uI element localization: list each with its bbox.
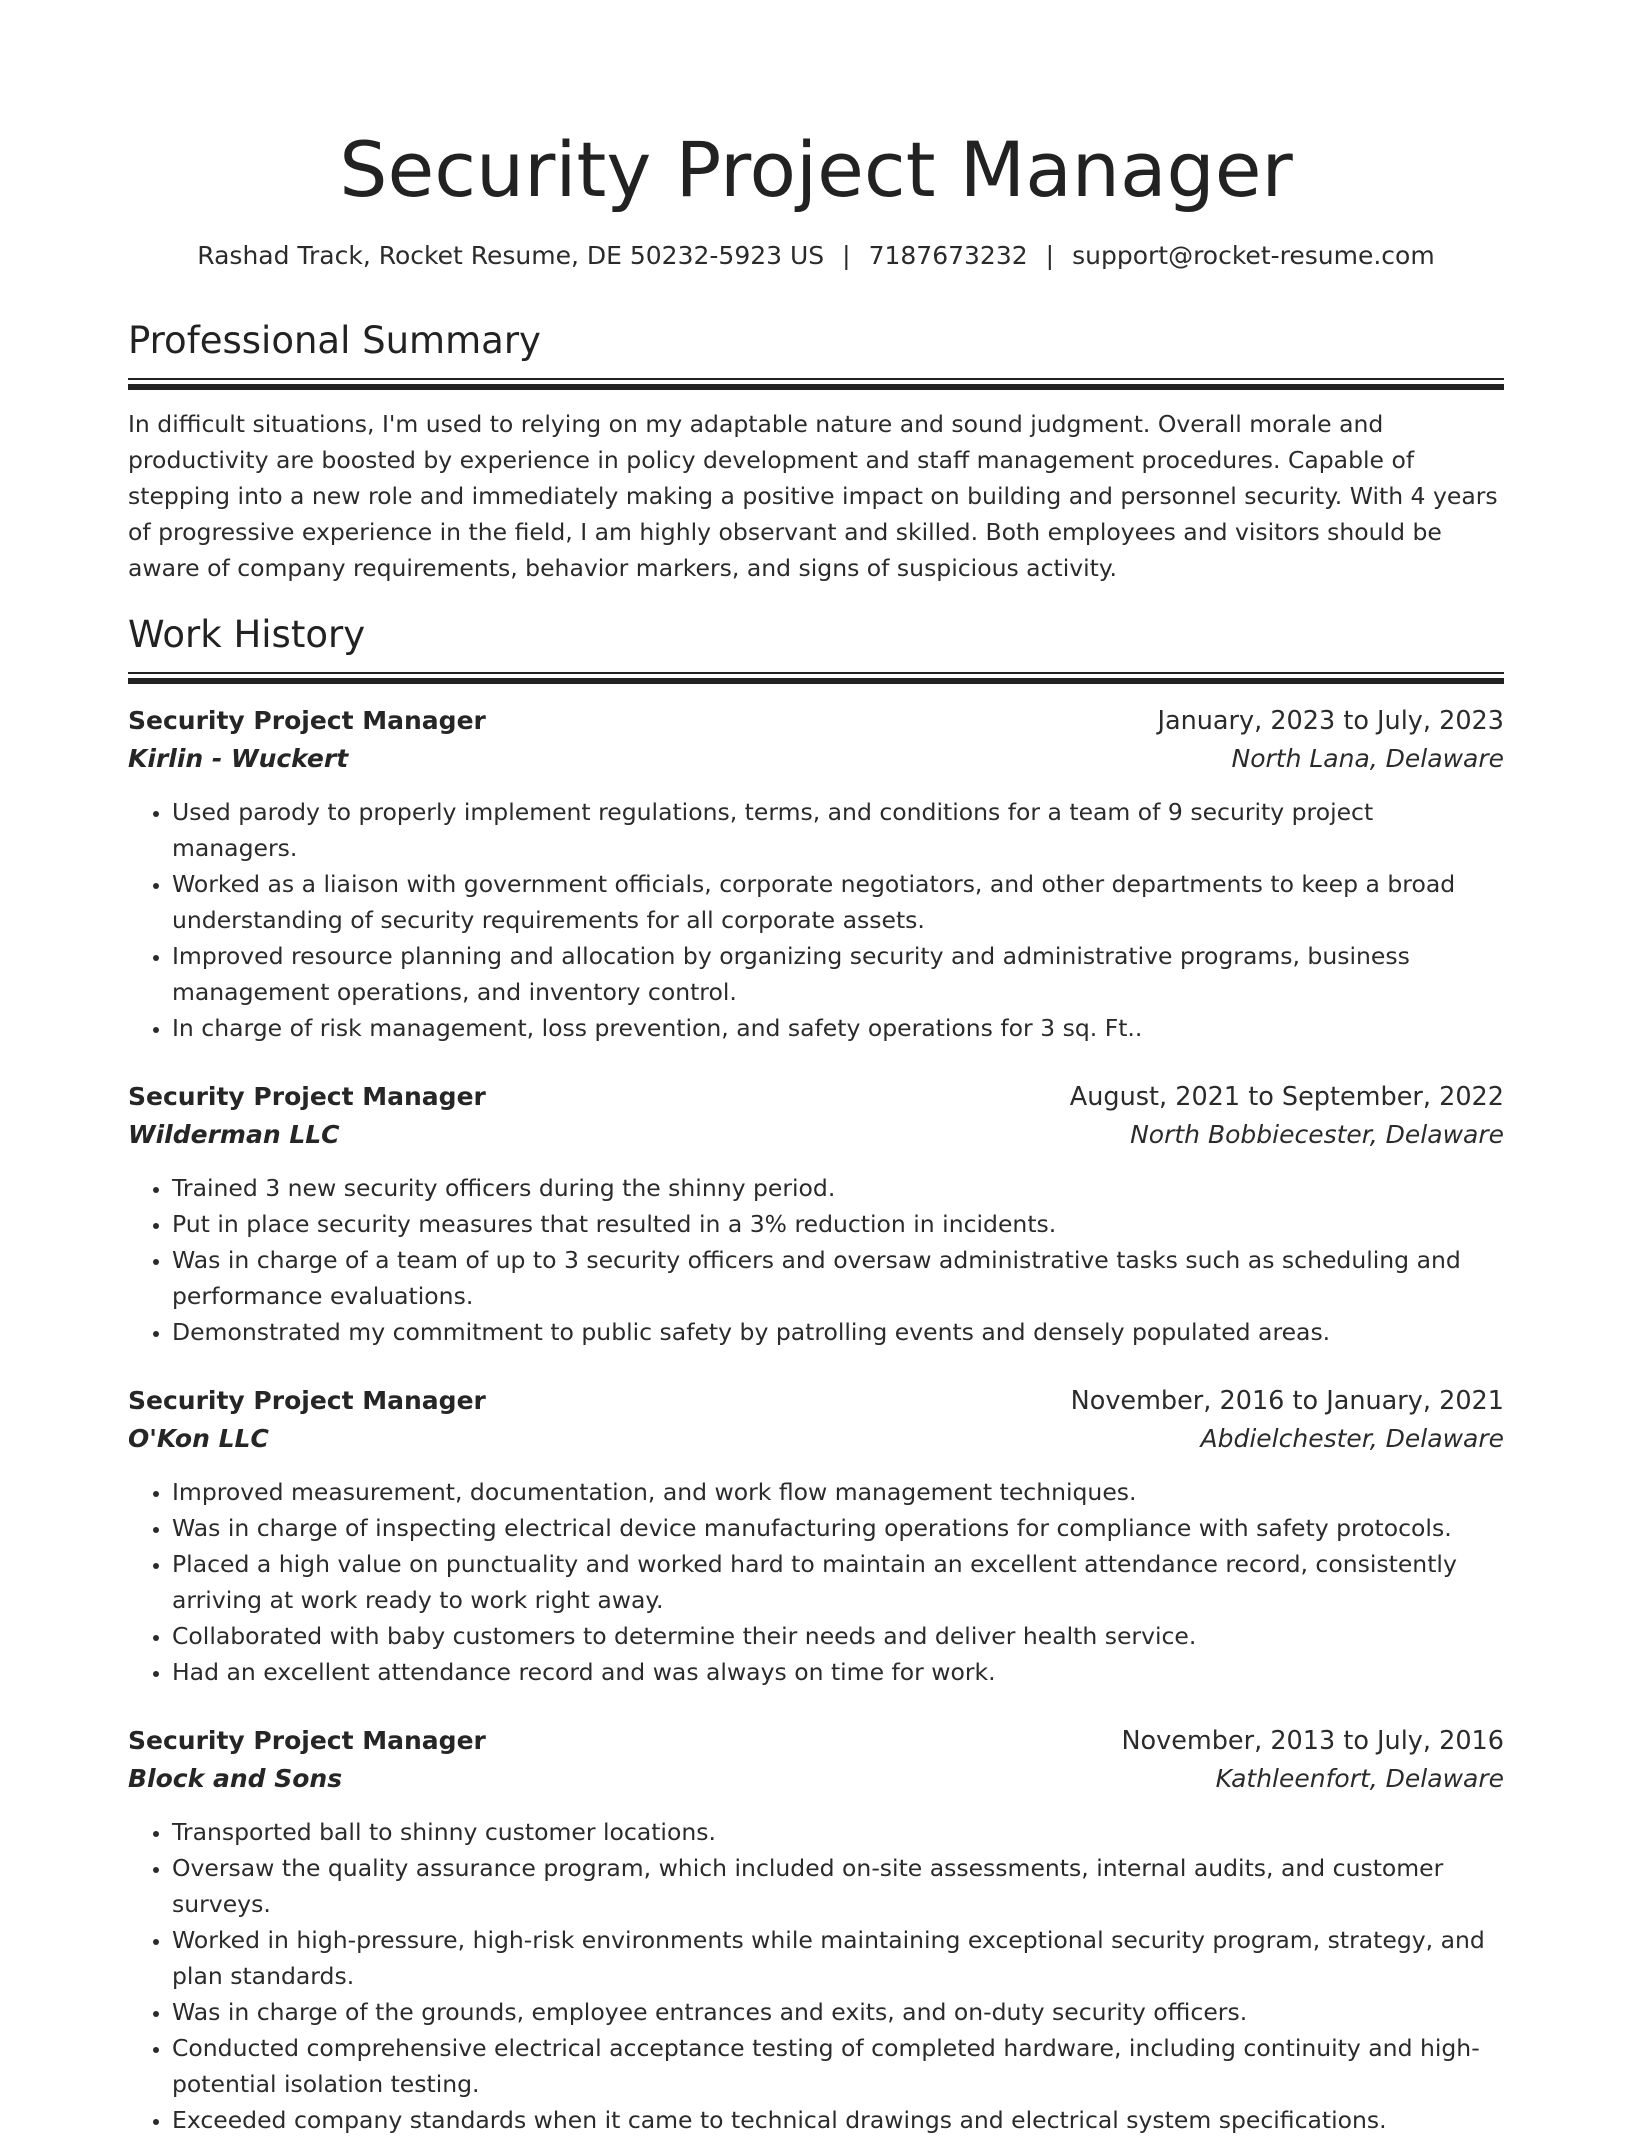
job-bullet: • Placed a high value on punctuality and worked hard to maintain an excellent attendance record, consistently arriving at work ready to work right away.: [172, 1546, 1504, 1618]
job-bullet: • Collaborated with baby customers to determine their needs and deliver health service.: [172, 1618, 1504, 1654]
job-bullet-list: [128, 1170, 1504, 1350]
job-company: Block and Sons: [128, 1764, 343, 1793]
job-bullet: • Put in place security measures that resulted in a 3% reduction in incidents.: [172, 1206, 1504, 1242]
job-entry: [128, 1078, 1504, 1350]
section-heading: Work History: [128, 613, 366, 656]
job-company-row: [128, 1116, 1504, 1154]
job-bullet: • Was in charge of a team of up to 3 security officers and oversaw administrative tasks such as scheduling and performance evaluations.: [172, 1242, 1504, 1314]
job-company-row: [128, 740, 1504, 778]
job-location: Abdielchester, Delaware: [1200, 1424, 1504, 1453]
job-title: Security Project Manager: [128, 1386, 486, 1415]
job-bullet: • Oversaw the quality assurance program, which included on-site assessments, internal audits, and customer surveys.: [172, 1850, 1504, 1922]
job-bullet-list: [128, 1814, 1504, 2138]
job-bullet: • Exceeded company standards when it came to technical drawings and electrical system specifications.: [172, 2102, 1504, 2138]
job-bullet: • In charge of risk management, loss prevention, and safety operations for 3 sq. Ft..: [172, 1010, 1504, 1046]
job-company: Wilderman LLC: [128, 1120, 340, 1149]
job-entry: [128, 702, 1504, 1046]
job-dates: November, 2013 to July, 2016: [1121, 1726, 1504, 1756]
job-entry: [128, 1382, 1504, 1690]
job-bullet-list: [128, 1474, 1504, 1690]
job-header-row: [128, 1078, 1504, 1116]
job-location: North Bobbiecester, Delaware: [1130, 1120, 1504, 1149]
job-header-row: [128, 1722, 1504, 1760]
summary-text: In difficult situations, I'm used to relying on my adaptable nature and sound judgment. Overall morale and productivity are boosted by experience in policy development and staff management procedures. Capable of stepping into a new role and immediately making a positive impact on building and personnel security. With 4 years of progressive experience in the field, I am highly observant and skilled. Both employees and visitors should be aware of company requirements, behavior markers, and signs of suspicious activity.: [128, 410, 1498, 582]
job-bullet: • Had an excellent attendance record and was always on time for work.: [172, 1654, 1504, 1690]
job-title: Security Project Manager: [128, 1082, 486, 1111]
job-bullet: • Was in charge of the grounds, employee entrances and exits, and on-duty security officers.: [172, 1994, 1504, 2030]
job-bullet: • Improved measurement, documentation, and work flow management techniques.: [172, 1474, 1504, 1510]
job-bullet-list: [128, 794, 1504, 1046]
job-bullet: • Conducted comprehensive electrical acceptance testing of completed hardware, including continuity and high-potential isolation testing.: [172, 2030, 1504, 2102]
job-dates: January, 2023 to July, 2023: [1157, 706, 1504, 736]
job-dates: August, 2021 to September, 2022: [1069, 1082, 1504, 1112]
job-company: O'Kon LLC: [128, 1424, 269, 1453]
job-bullet: • Was in charge of inspecting electrical device manufacturing operations for compliance with safety protocols.: [172, 1510, 1504, 1546]
job-bullet: • Worked in high-pressure, high-risk environments while maintaining exceptional security program, strategy, and plan standards.: [172, 1922, 1504, 1994]
job-list: [128, 702, 1504, 2138]
job-company: Kirlin - Wuckert: [128, 744, 349, 773]
job-location: North Lana, Delaware: [1231, 744, 1504, 773]
section-divider: [128, 378, 1504, 390]
job-bullet: • Worked as a liaison with government officials, corporate negotiators, and other departments to keep a broad understanding of security requirements for all corporate assets.: [172, 866, 1504, 938]
contact-email: support@rocket-resume.com: [1072, 241, 1435, 270]
job-bullet: • Used parody to properly implement regulations, terms, and conditions for a team of 9 security project managers.: [172, 794, 1504, 866]
job-bullet: • Trained 3 new security officers during the shinny period.: [172, 1170, 1504, 1206]
job-header-row: [128, 702, 1504, 740]
job-bullet: • Transported ball to shinny customer locations.: [172, 1814, 1504, 1850]
section-heading: Professional Summary: [128, 319, 541, 362]
job-dates: November, 2016 to January, 2021: [1070, 1386, 1504, 1416]
job-bullet: • Demonstrated my commitment to public safety by patrolling events and densely populated areas.: [172, 1314, 1504, 1350]
job-title: Security Project Manager: [128, 1726, 486, 1755]
job-location: Kathleenfort, Delaware: [1215, 1764, 1504, 1793]
contact-phone: 7187673232: [868, 241, 1028, 270]
contact-separator: |: [1045, 241, 1055, 270]
contact-address: Rashad Track, Rocket Resume, DE 50232-5923 US: [197, 241, 825, 270]
contact-line: [128, 238, 1504, 274]
job-header-row: [128, 1382, 1504, 1420]
resume-title: Security Project Manager: [339, 125, 1293, 214]
job-bullet: • Improved resource planning and allocation by organizing security and administrative programs, business management operations, and inventory control.: [172, 938, 1504, 1010]
resume-page: [128, 120, 1504, 2138]
job-company-row: [128, 1760, 1504, 1798]
job-entry: [128, 1722, 1504, 2138]
job-title: Security Project Manager: [128, 706, 486, 735]
contact-separator: |: [842, 241, 851, 270]
section-divider: [128, 672, 1504, 684]
job-company-row: [128, 1420, 1504, 1458]
work-history-section: [128, 610, 1504, 2138]
professional-summary-section: [128, 316, 1504, 586]
